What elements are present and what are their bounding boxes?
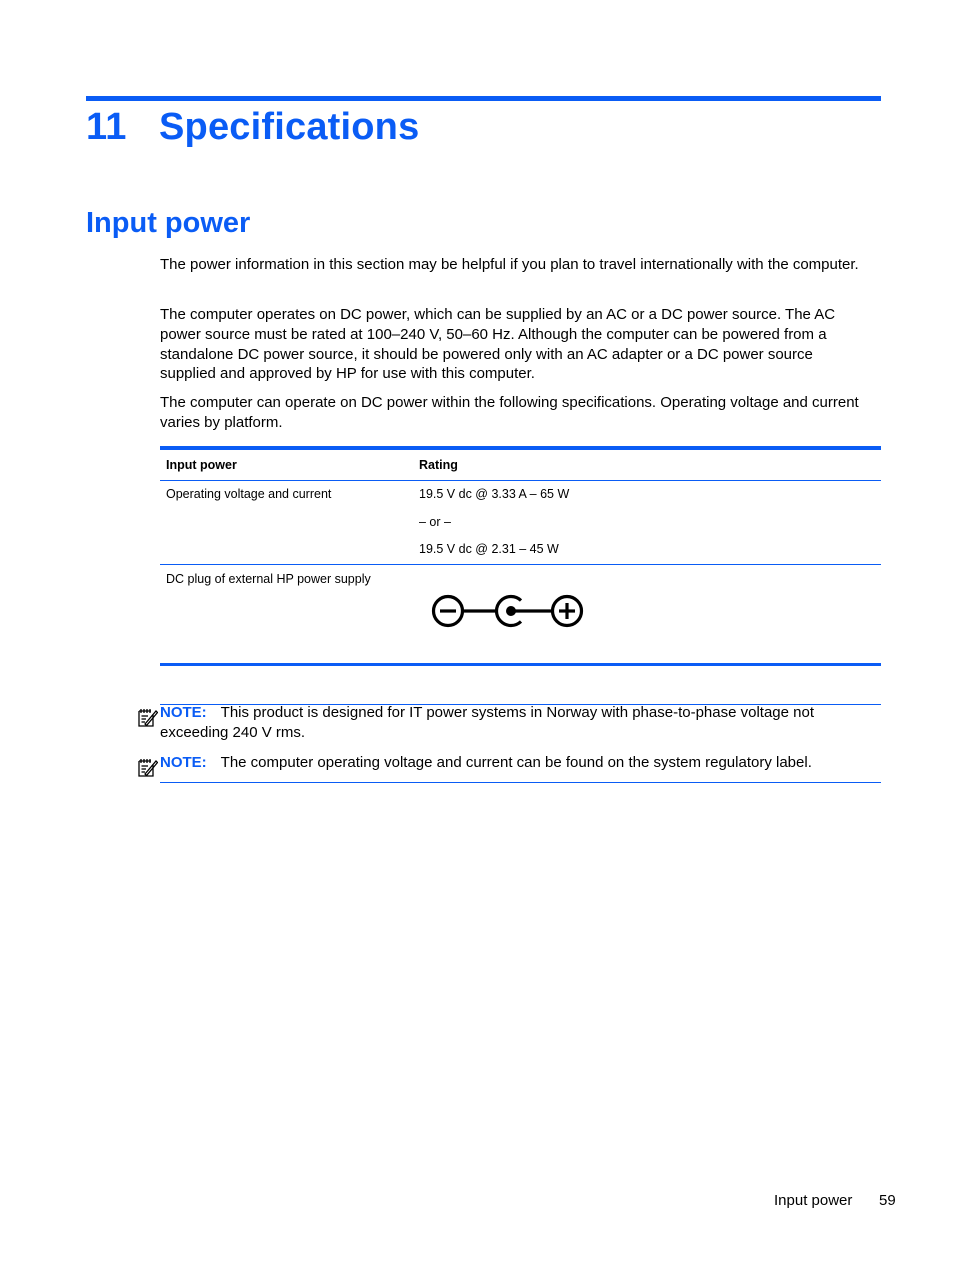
table-value-rating-45w: 19.5 V dc @ 2.31 – 45 W [419, 542, 559, 556]
note-text: This product is designed for IT power systems in Norway with phase-to-phase voltage not exceeding 240 V rms. [160, 704, 815, 741]
note-regulatory-label [160, 753, 870, 773]
table-bottom-rule [160, 663, 881, 666]
table-top-rule [160, 446, 881, 450]
note-icon [136, 756, 158, 778]
paragraph-specifications: The computer can operate on DC power within the following specifications. Operating voltage and current varies by platform. [160, 394, 859, 431]
paragraph-dc-power: The computer operates on DC power, which can be supplied by an AC or a DC power source. The AC power source must be rated at 100–240 V, 50–60 Hz. Although the computer can be powered from a standalone DC power source, it should be powered only with an AC adapter or a DC power source supplied and approved by HP for use with this computer. [160, 306, 836, 383]
table-row-label-dc-plug: DC plug of external HP power supply [166, 572, 371, 586]
note-icon [136, 706, 158, 728]
note-label: NOTE: [160, 754, 207, 771]
table-value-rating-65w: 19.5 V dc @ 3.33 A – 65 W [419, 487, 570, 501]
paragraph-intro: The power information in this section may be helpful if you plan to travel internationally with the computer. [160, 256, 859, 273]
footer-section-label: Input power [774, 1192, 853, 1209]
table-row-divider [160, 564, 881, 565]
table-value-or: – or – [419, 515, 451, 529]
note-norway [160, 703, 870, 743]
dc-polarity-symbol-icon [431, 593, 585, 629]
note-label: NOTE: [160, 704, 207, 721]
chapter-number: 11 [86, 106, 127, 148]
table-header-divider [160, 480, 881, 481]
section-title: Input power [86, 207, 251, 239]
footer-page-number: 59 [879, 1192, 896, 1209]
chapter-title [86, 106, 419, 149]
note-text: The computer operating voltage and current can be found on the system regulatory label. [220, 754, 812, 771]
table-row-label-voltage: Operating voltage and current [166, 487, 332, 501]
table-header-rating: Rating [419, 458, 458, 472]
notes-bottom-rule [160, 782, 881, 783]
chapter-rule [86, 96, 881, 101]
table-header-input-power: Input power [166, 458, 237, 472]
chapter-title-text: Specifications [159, 106, 420, 148]
